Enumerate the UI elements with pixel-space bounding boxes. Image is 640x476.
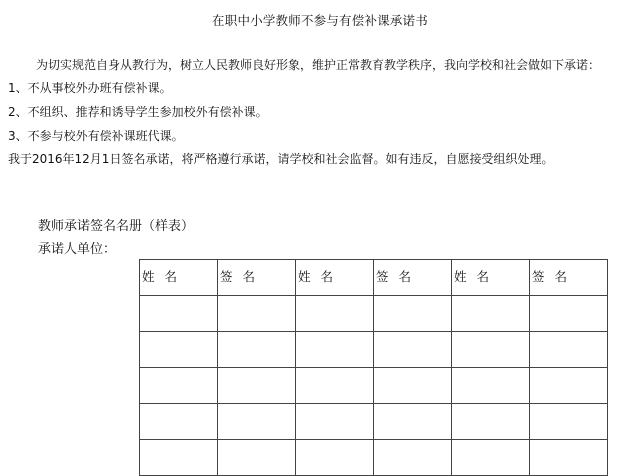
header-signature-1: 签名 <box>218 260 296 296</box>
table-cell <box>374 368 452 404</box>
table-row <box>140 296 608 332</box>
table-cell <box>218 440 296 476</box>
table-cell <box>296 332 374 368</box>
table-cell <box>218 332 296 368</box>
roster-title: 教师承诺签名名册（样表） <box>38 219 195 234</box>
table-cell <box>374 296 452 332</box>
table-cell <box>140 368 218 404</box>
table-cell <box>296 368 374 404</box>
header-name-2: 姓名 <box>296 260 374 296</box>
table-row <box>140 404 608 440</box>
commitment-item-3: 3、不参与校外有偿补课班代课。 <box>8 129 184 143</box>
table-cell <box>530 296 608 332</box>
table-cell <box>452 332 530 368</box>
table-cell <box>374 332 452 368</box>
table-cell <box>374 404 452 440</box>
table-row <box>140 368 608 404</box>
table-cell <box>218 296 296 332</box>
commitment-item-1: 1、不从事校外办班有偿补课。 <box>8 81 172 95</box>
unit-label: 承诺人单位： <box>38 242 117 257</box>
table-cell <box>140 404 218 440</box>
table-header-row <box>140 260 608 296</box>
table-cell <box>530 368 608 404</box>
table-cell <box>452 404 530 440</box>
table-cell <box>530 440 608 476</box>
table-cell <box>140 440 218 476</box>
header-name-3: 姓名 <box>452 260 530 296</box>
header-signature-2: 签名 <box>374 260 452 296</box>
table-cell <box>218 368 296 404</box>
table-cell <box>140 296 218 332</box>
table-row <box>140 332 608 368</box>
table-cell <box>218 404 296 440</box>
signature-table <box>139 259 608 476</box>
table-cell <box>296 296 374 332</box>
table-body <box>140 296 608 476</box>
header-name-1: 姓名 <box>140 260 218 296</box>
header-signature-3: 签名 <box>530 260 608 296</box>
pledge-statement: 我于2016年12月1日签名承诺，将严格遵行承诺，请学校和社会监督。如有违反，自愿接受组织处理。 <box>8 152 554 166</box>
intro-paragraph: 为切实规范自身从教行为，树立人民教师良好形象，维护正常教育教学秩序，我向学校和社会做如下承诺： <box>36 58 601 72</box>
table-cell <box>452 368 530 404</box>
table-row <box>140 440 608 476</box>
table-cell <box>296 440 374 476</box>
table-cell <box>530 332 608 368</box>
table-cell <box>374 440 452 476</box>
commitment-item-2: 2、不组织、推荐和诱导学生参加校外有偿补课。 <box>8 105 268 119</box>
table-cell <box>530 404 608 440</box>
table-cell <box>452 440 530 476</box>
page-title: 在职中小学教师不参与有偿补课承诺书 <box>212 13 428 28</box>
table-cell <box>140 332 218 368</box>
table-cell <box>452 296 530 332</box>
table-cell <box>296 404 374 440</box>
